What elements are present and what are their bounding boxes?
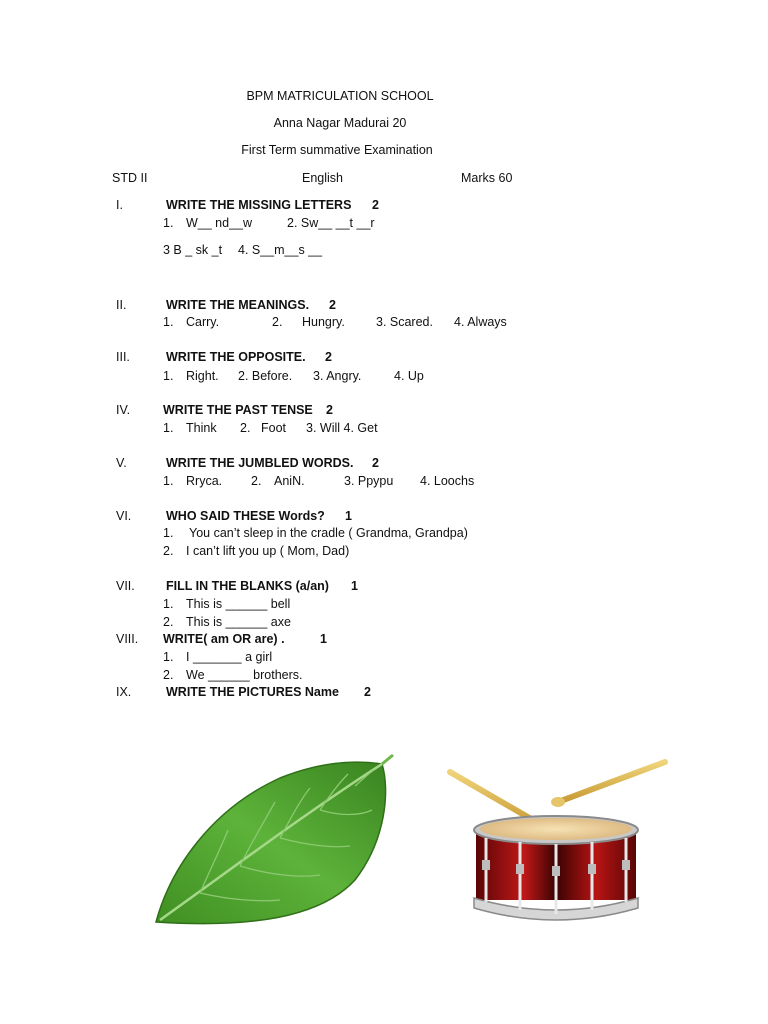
section-title: WRITE THE MISSING LETTERS [166, 198, 352, 212]
question-item: 4. Always [454, 315, 507, 329]
section-title: WRITE THE JUMBLED WORDS. [166, 456, 354, 470]
section-title: WRITE THE MEANINGS. [166, 298, 310, 312]
question-item: Think [186, 421, 217, 435]
item-number: 2. [272, 315, 283, 329]
section-marks: 2 [364, 685, 371, 699]
question-item: 4. Loochs [420, 474, 475, 488]
subject-label: English [302, 171, 343, 185]
section-marks: 2 [325, 350, 332, 364]
section-marks: 1 [351, 579, 358, 593]
item-number: 2. [240, 421, 251, 435]
question-item: Hungry. [302, 315, 345, 329]
section-marks: 2 [372, 198, 379, 212]
question-item: You can’t sleep in the cradle ( Grandma, Grandpa) [189, 526, 468, 540]
section-number: VII. [116, 579, 135, 593]
section-number: II. [116, 298, 127, 312]
question-item: Rryca. [186, 474, 223, 488]
section-number: I. [116, 198, 123, 212]
item-number: 2. [163, 615, 174, 629]
question-item: 4. Up [394, 369, 424, 383]
school-name: BPM MATRICULATION SCHOOL [246, 89, 434, 103]
section-marks: 2 [372, 456, 379, 470]
section-title: WRITE( am OR are) . [163, 632, 285, 646]
question-item: Right. [186, 369, 219, 383]
question-item: 3. Will 4. Get [306, 421, 378, 435]
question-item: I _______ a girl [186, 650, 273, 664]
item-number: 2. [163, 544, 174, 558]
section-marks: 2 [329, 298, 336, 312]
question-item: This is ______ axe [186, 615, 291, 629]
section-number: IV. [116, 403, 131, 417]
section-number: VIII. [116, 632, 139, 646]
section-title: WRITE THE PAST TENSE [163, 403, 313, 417]
section-title: WHO SAID THESE Words? [166, 509, 325, 523]
school-address: Anna Nagar Madurai 20 [273, 116, 407, 130]
item-number: 1. [163, 315, 174, 329]
marks-label: Marks 60 [461, 171, 513, 185]
item-number: 1. [163, 421, 174, 435]
section-title: WRITE THE PICTURES Name [166, 685, 339, 699]
question-item: AniN. [274, 474, 305, 488]
leaf-picture [150, 750, 400, 930]
item-number: 1. [163, 369, 174, 383]
question-item: 3. Angry. [313, 369, 362, 383]
question-item: 3. Scared. [376, 315, 433, 329]
question-item: 3. Ppypu [344, 474, 394, 488]
question-item: Carry. [186, 315, 220, 329]
question-item: W__ nd__w [186, 216, 253, 230]
item-number: 1. [163, 216, 174, 230]
section-marks: 2 [326, 403, 333, 417]
item-number: 1. [163, 474, 174, 488]
exam-title: First Term summative Examination [241, 143, 433, 157]
section-number: III. [116, 350, 130, 364]
question-item: Foot [261, 421, 287, 435]
section-number: VI. [116, 509, 132, 523]
section-number: V. [116, 456, 127, 470]
section-number: IX. [116, 685, 132, 699]
question-item: This is ______ bell [186, 597, 291, 611]
drum-picture [440, 752, 675, 942]
drum-icon [440, 752, 675, 942]
item-number: 1. [163, 526, 174, 540]
section-marks: 1 [345, 509, 352, 523]
leaf-icon [150, 750, 400, 930]
question-item: 2. Before. [238, 369, 293, 383]
std-label: STD II [112, 171, 148, 185]
section-title: FILL IN THE BLANKS (a/an) [166, 579, 329, 593]
question-item: 2. Sw__ __t __r [287, 216, 375, 230]
section-title: WRITE THE OPPOSITE. [166, 350, 306, 364]
item-number: 1. [163, 597, 174, 611]
item-number: 2. [163, 668, 174, 682]
question-item: We ______ brothers. [186, 668, 303, 682]
item-number: 2. [251, 474, 262, 488]
section-marks: 1 [320, 632, 327, 646]
question-item: 3 B _ sk _t [163, 243, 223, 257]
item-number: 1. [163, 650, 174, 664]
question-item: 4. S__m__s __ [238, 243, 323, 257]
question-item: I can’t lift you up ( Mom, Dad) [186, 544, 350, 558]
